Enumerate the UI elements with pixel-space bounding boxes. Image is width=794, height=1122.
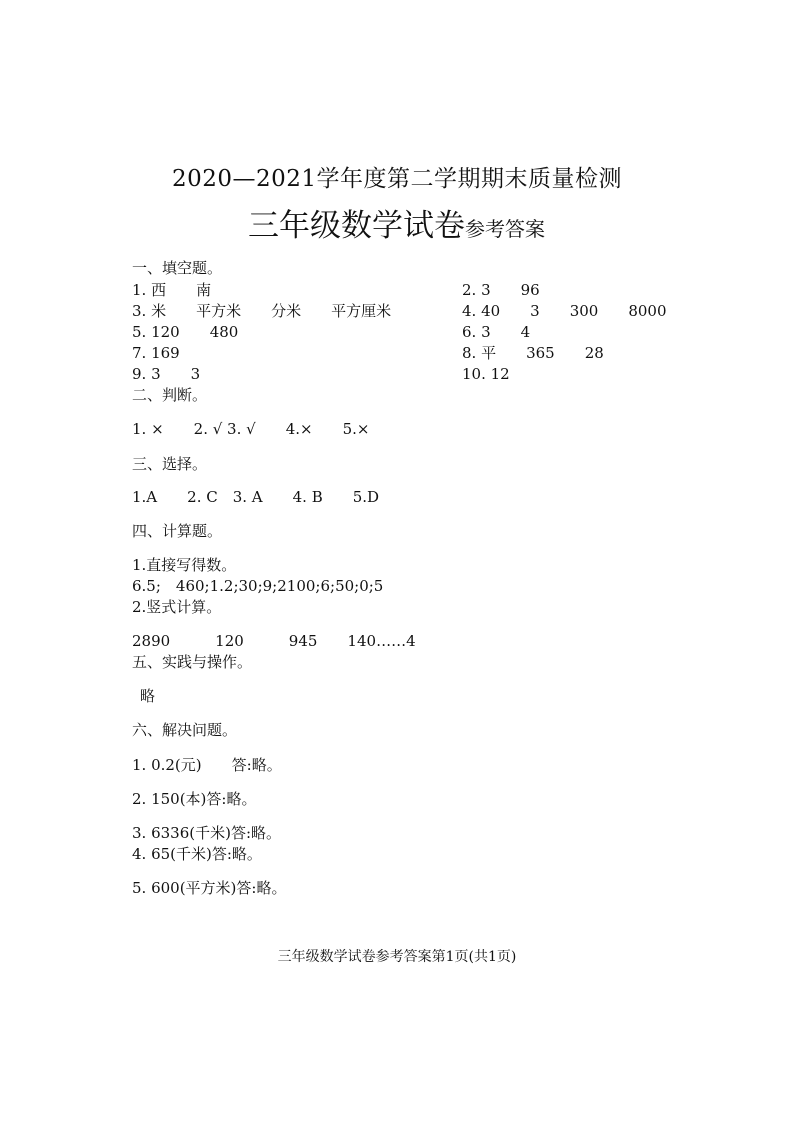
calc-sub2-answers: 2890 120 945 140……4 (132, 632, 416, 650)
section-fill-blank-heading: 一、填空题。 (132, 259, 223, 277)
answer-1-8: 8. 平 365 28 (462, 344, 604, 362)
section-problem-heading: 六、解决问题。 (132, 721, 238, 739)
calc-sub1-answers: 6.5; 460;1.2;30;9;2100;6;50;0;5 (132, 577, 384, 595)
section-judge-heading: 二、判断。 (132, 386, 208, 404)
answer-1-7: 7. 169 (132, 344, 180, 362)
answer-1-3: 3. 米 平方米 分米 平方厘米 (132, 302, 392, 320)
problem-answer-5: 5. 600(平方米)答:略。 (132, 879, 287, 897)
answer-1-6: 6. 3 4 (462, 323, 531, 341)
page-footer: 三年级数学试卷参考答案第1页(共1页) (277, 949, 517, 965)
section-practice-heading: 五、实践与操作。 (132, 653, 253, 671)
choice-answers: 1.A 2. C 3. A 4. B 5.D (132, 488, 380, 506)
practice-answer: 略 (140, 687, 156, 705)
answer-1-5: 5. 120 480 (132, 323, 239, 341)
judge-answers: 1. × 2. √ 3. √ 4.× 5.× (132, 420, 370, 438)
section-choice-heading: 三、选择。 (132, 455, 208, 473)
problem-answer-4: 4. 65(千米)答:略。 (132, 845, 262, 863)
calc-sub2-label: 2.竖式计算。 (132, 598, 222, 616)
section-calc-heading: 四、计算题。 (132, 522, 223, 540)
answer-1-2: 2. 3 96 (462, 281, 540, 299)
exam-title: 2020—2021学年度第二学期期末质量检测 (171, 166, 623, 192)
calc-sub1-label: 1.直接写得数。 (132, 556, 237, 574)
problem-answer-3: 3. 6336(千米)答:略。 (132, 824, 282, 842)
exam-subtitle (248, 200, 545, 245)
problem-answer-1: 1. 0.2(元) 答:略。 (132, 756, 282, 774)
answer-1-9: 9. 3 3 (132, 365, 201, 383)
problem-answer-2: 2. 150(本)答:略。 (132, 790, 257, 808)
answer-1-10: 10. 12 (462, 365, 510, 383)
subtitle-main: 三年级数学试卷 (248, 208, 465, 244)
subtitle-suffix: 参考答案 (465, 217, 545, 241)
answer-1-4: 4. 40 3 300 8000 (462, 302, 667, 320)
answer-1-1: 1. 西 南 (132, 281, 212, 299)
